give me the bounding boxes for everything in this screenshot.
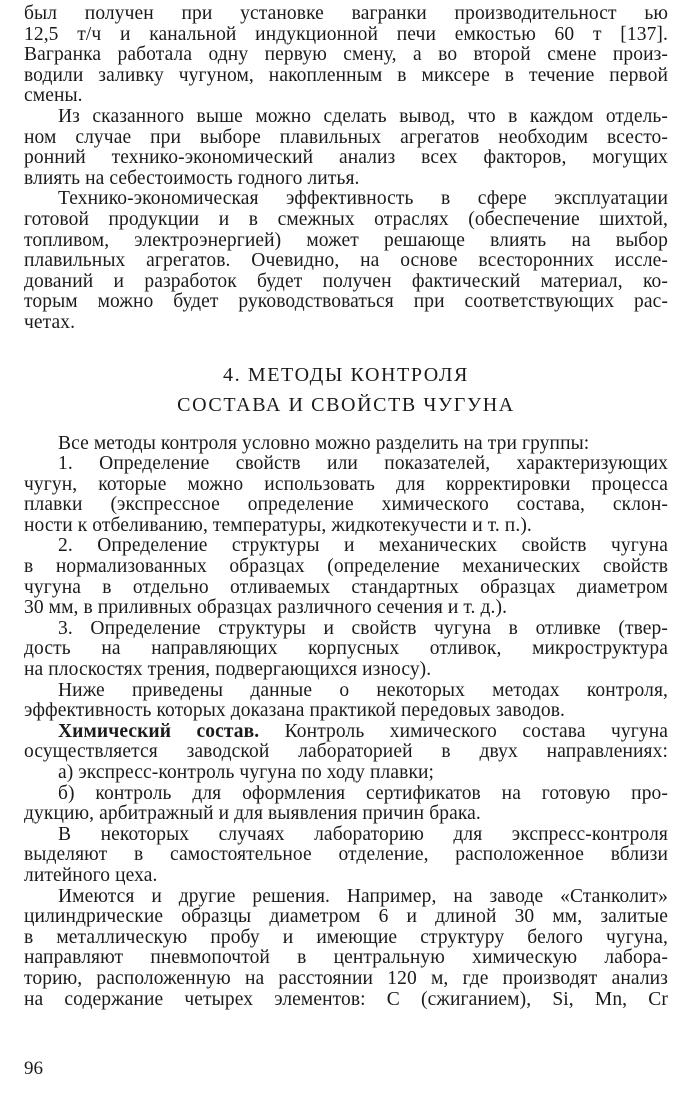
paragraph (24, 4, 668, 107)
text-line: ности к отбеливанию, температуры, жидкотекучести и т. п.). (24, 514, 532, 536)
paragraph (24, 536, 668, 618)
text-line: смены. (24, 85, 83, 107)
text-line: чугуна в отдельно отливаемых стандартных образцах диаметром (24, 576, 668, 598)
list-item (24, 763, 668, 784)
text-line: осуществляется заводской лабораторией в двух направлениях: (24, 741, 668, 763)
text-line: 30 мм, в приливных образцах различного сечения и т. д.). (24, 597, 508, 619)
text-line: Все методы контроля условно можно разделить на три группы: (58, 432, 590, 454)
text-line: 12,5 т/ч и канальной индукционной печи емкостью 60 т [137]. (24, 23, 668, 45)
bold-lead: Химический состав. (58, 720, 260, 742)
text-line: водили заливку чугуном, накопленным в миксере в течение первой (24, 64, 668, 86)
text-line: Имеются и другие решения. Например, на заводе «Станколит» (58, 885, 668, 907)
text-line: ронний технико-экономический анализ всех факторов, могущих (24, 147, 668, 169)
text-line: на плоскостях трения, подвергающихся износу). (24, 659, 432, 681)
text-line: 1. Определение свойств или показателей, характеризующих (58, 453, 668, 475)
text-line: Из сказанного выше можно сделать вывод, что в каждом отдель- (58, 105, 668, 127)
paragraph (24, 434, 668, 455)
section-heading (24, 360, 668, 420)
text-line: эффективность которых доказана практикой передовых заводов. (24, 700, 566, 722)
text-line: литейного цеха. (24, 864, 158, 886)
page-number: 96 (24, 1058, 43, 1079)
text-line: а) экспресс-контроль чугуна по ходу плавки; (58, 762, 435, 783)
list-item (24, 784, 668, 825)
text-line: направляют пневмопочтой в центральную химическую лабора- (24, 947, 668, 969)
text-line: б) контроль для оформления сертификатов на готовую про- (58, 782, 668, 804)
paragraph (24, 825, 668, 887)
text-line: четах. (24, 311, 76, 333)
section-heading-line1: 4. МЕТОДЫ КОНТРОЛЯ (223, 363, 469, 386)
text-line: 3. Определение структуры и свойств чугуна в отливке (твер- (58, 617, 668, 639)
text-line: дость на направляющих корпусных отливок, микроструктура (24, 638, 668, 660)
paragraph (24, 107, 668, 189)
text-line: торым можно будет руководствоваться при соответствующих рас- (24, 291, 668, 313)
text-line: 2. Определение структуры и механических свойств чугуна (58, 535, 668, 557)
text-line: цилиндрические образцы диаметром 6 и длиной 30 мм, залитые (24, 906, 668, 928)
paragraph (24, 619, 668, 681)
section-heading-line2: СОСТАВА И СВОЙСТВ ЧУГУНА (177, 393, 515, 416)
text-line: влиять на себестоимость годного литья. (24, 167, 360, 189)
text-line: дукцию, арбитражный и для выявления причин брака. (24, 803, 481, 825)
text-line: Технико-экономическая эффективность в сфере эксплуатации (58, 188, 668, 210)
text-line: плавки (экспрессное определение химического состава, склон- (24, 494, 668, 516)
text-line: в металлическую пробу и имеющие структуру белого чугуна, (24, 926, 668, 948)
text-line: плавильных агрегатов. Очевидно, на основе всесторонних иссле- (24, 250, 668, 272)
lead-rest: Контроль химического состава чугуна (259, 720, 669, 742)
text-line: В некоторых случаях лабораторию для экспресс-контроля (58, 823, 668, 845)
paragraph (24, 681, 668, 722)
text-line: чугун, которые можно использовать для корректировки процесса (24, 473, 668, 495)
paragraph-chemical-composition (24, 722, 668, 763)
text-line: на содержание четырех элементов: С (сжиганием), Si, Mn, Cr (24, 988, 668, 1010)
page-body (24, 4, 668, 1010)
text-line: дований и разработок будет получен фактический материал, ко- (24, 270, 668, 292)
text-line: ном случае при выборе плавильных агрегатов необходим всесто- (24, 126, 668, 148)
text-line: в нормализованных образцах (определение механических свойств (24, 556, 668, 578)
text-line: торию, расположенную на расстоянии 120 м, где производят анализ (24, 967, 668, 989)
text-line: был получен при установке вагранки производительност ью (24, 3, 668, 24)
text-line (24, 722, 668, 743)
text-line: топливом, электроэнергией) может решающе влиять на выбор (24, 229, 668, 251)
text-line: выделяют в самостоятельное отделение, расположенное вблизи (24, 844, 668, 866)
paragraph (24, 189, 668, 333)
text-line: Вагранка работала одну первую смену, а во второй смене произ- (24, 44, 668, 66)
text-line: готовой продукции и в смежных отраслях (обеспечение шихтой, (24, 208, 668, 230)
paragraph (24, 887, 668, 1011)
paragraph (24, 454, 668, 536)
text-line: Ниже приведены данные о некоторых методах контроля, (58, 679, 668, 701)
